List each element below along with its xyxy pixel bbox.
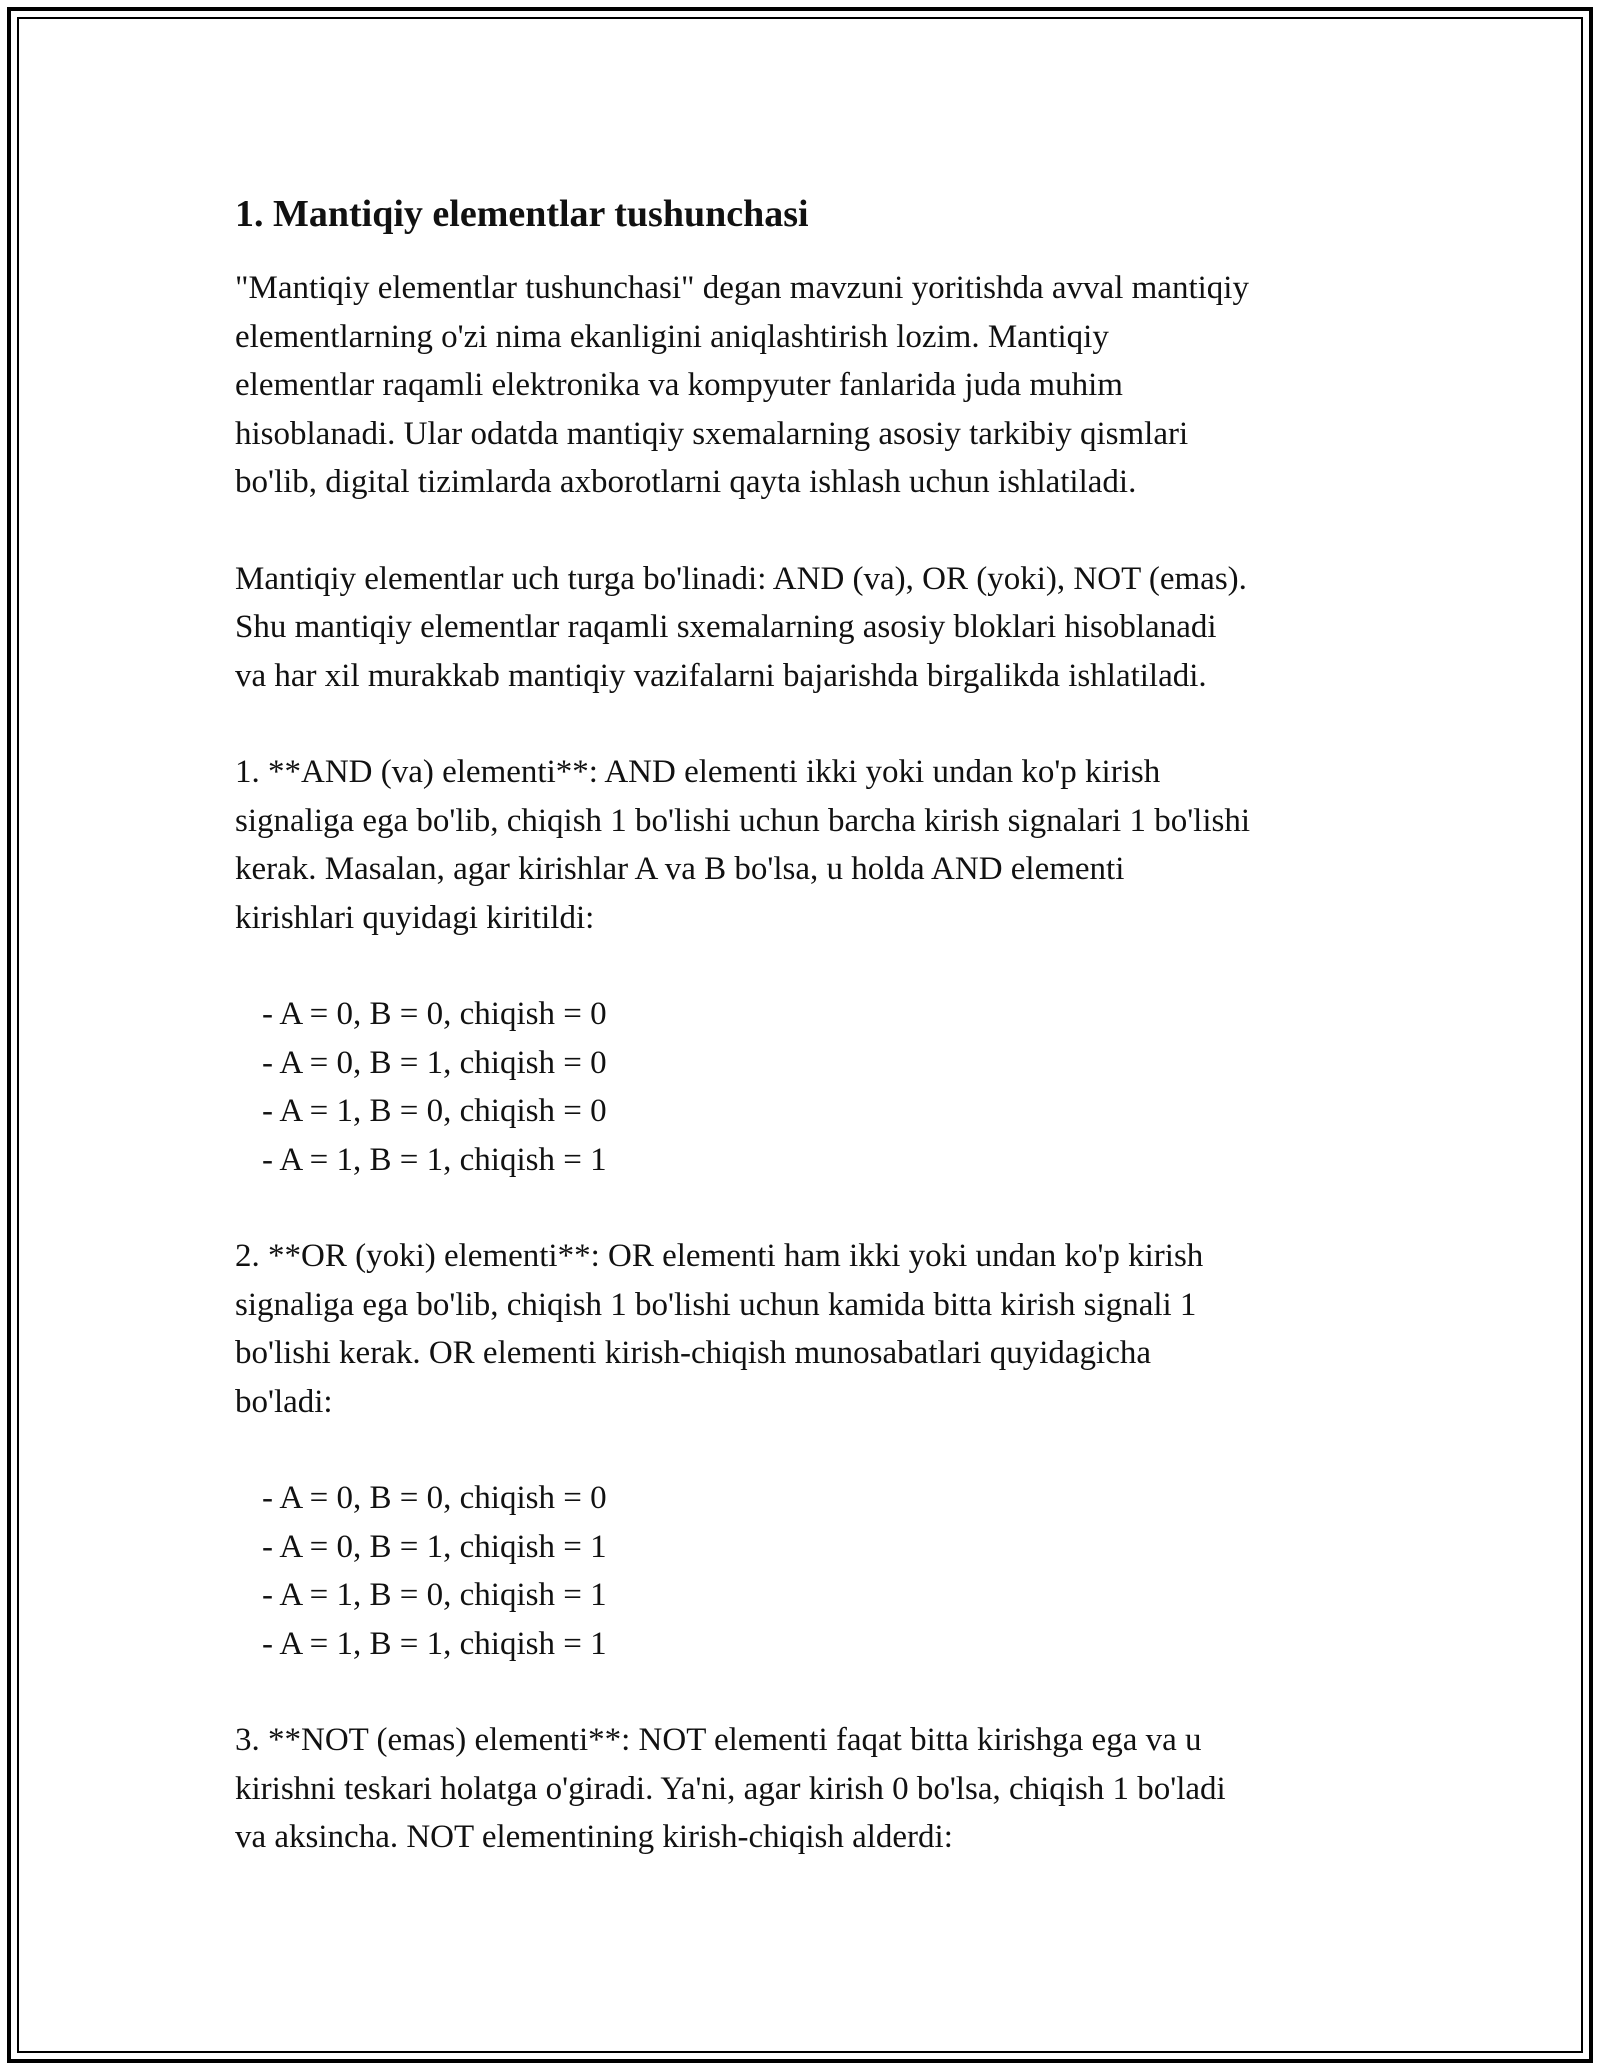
text-line: 2. **OR (yoki) elementi**: OR elementi ham ikki yoki undan ko'p kirish — [235, 1238, 1204, 1274]
text-line: 1. **AND (va) elementi**: AND elementi ikki yoki undan ko'p kirish — [235, 754, 1161, 790]
text-line: bo'lib, digital tizimlarda axborotlarni qayta ishlash uchun ishlatiladi. — [235, 464, 1137, 500]
truth-table-row: - A = 1, B = 0, chiqish = 1 — [262, 1577, 607, 1613]
text-line: kirishlari quyidagi kiritildi: — [235, 899, 595, 936]
paragraph-spacer — [235, 1426, 1375, 1474]
text-line: 3. **NOT (emas) elementi**: NOT elementi faqat bitta kirishga ega va u — [235, 1722, 1202, 1758]
text-line: Shu mantiqiy elementlar raqamli sxemalarning asosiy bloklari hisoblanadi — [235, 609, 1217, 645]
document-body — [235, 188, 1375, 1862]
text-line: Mantiqiy elementlar uch turga bo'linadi: AND (va), OR (yoki), NOT (emas). — [235, 560, 1247, 597]
truth-table-row: - A = 0, B = 1, chiqish = 0 — [262, 1044, 607, 1081]
paragraph-spacer — [235, 700, 1375, 748]
text-line: va har xil murakkab mantiqiy vazifalarni bajarishda birgalikda ishlatiladi. — [235, 657, 1207, 694]
types-paragraph — [235, 555, 1375, 701]
or-element-paragraph — [235, 1232, 1375, 1426]
paragraph-spacer — [235, 1184, 1375, 1232]
text-line: bo'ladi: — [235, 1383, 333, 1420]
text-line: va aksincha. NOT elementining kirish-chiqish alderdi: — [235, 1819, 953, 1855]
text-line: bo'lishi kerak. OR elementi kirish-chiqish munosabatlari quyidagicha — [235, 1335, 1151, 1371]
text-line: elementlarning o'zi nima ekanligini aniqlashtirish lozim. Mantiqiy — [235, 318, 1109, 355]
truth-table-row: - A = 0, B = 1, chiqish = 1 — [262, 1528, 607, 1565]
and-element-paragraph — [235, 748, 1375, 942]
text-line: kirishni teskari holatga o'giradi. Ya'ni, agar kirish 0 bo'lsa, chiqish 1 bo'ladi — [235, 1770, 1226, 1807]
paragraph-spacer — [235, 507, 1375, 555]
intro-paragraph — [235, 264, 1375, 507]
text-line: "Mantiqiy elementlar tushunchasi" degan mavzuni yoritishda avval mantiqiy — [235, 270, 1249, 306]
paragraph-spacer — [235, 1668, 1375, 1716]
truth-table-row: - A = 1, B = 1, chiqish = 1 — [262, 1141, 607, 1178]
truth-table-row: - A = 1, B = 1, chiqish = 1 — [262, 1625, 607, 1662]
document-title: 1. Mantiqiy elementlar tushunchasi — [235, 193, 809, 235]
and-truth-table — [235, 990, 1375, 1184]
text-line: kerak. Masalan, agar kirishlar A va B bo'lsa, u holda AND elementi — [235, 851, 1125, 887]
paragraph-spacer — [235, 942, 1375, 990]
text-line: hisoblanadi. Ular odatda mantiqiy sxemalarning asosiy tarkibiy qismlari — [235, 415, 1189, 452]
truth-table-row: - A = 1, B = 0, chiqish = 0 — [262, 1093, 607, 1129]
not-element-paragraph — [235, 1716, 1375, 1862]
truth-table-row: - A = 0, B = 0, chiqish = 0 — [262, 1480, 607, 1516]
text-line: signaliga ega bo'lib, chiqish 1 bo'lishi uchun barcha kirish signalari 1 bo'lishi — [235, 802, 1251, 839]
text-line: signaliga ega bo'lib, chiqish 1 bo'lishi uchun kamida bitta kirish signali 1 — [235, 1286, 1197, 1323]
truth-table-row: - A = 0, B = 0, chiqish = 0 — [262, 996, 607, 1032]
text-line: elementlar raqamli elektronika va kompyuter fanlarida juda muhim — [235, 367, 1123, 403]
or-truth-table — [235, 1474, 1375, 1668]
